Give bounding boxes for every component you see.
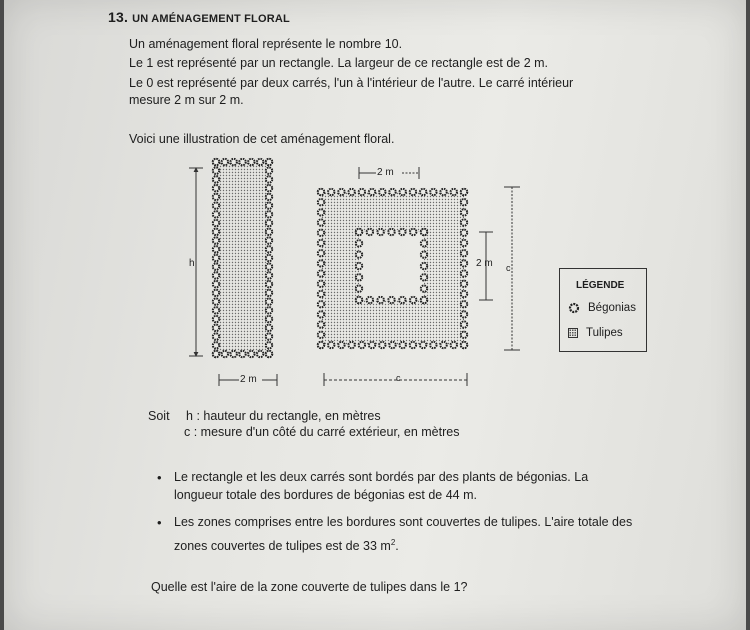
begonia-flower-icon <box>356 285 362 291</box>
begonia-flower-icon <box>266 246 272 252</box>
begonia-flower-icon <box>213 185 219 191</box>
begonia-flower-icon <box>248 159 254 165</box>
definition-c <box>184 425 459 439</box>
soit-label: Soit <box>148 409 170 423</box>
begonia-flower-icon <box>266 168 272 174</box>
begonia-flower-icon <box>318 301 324 307</box>
bullet-1-line-2: longueur totale des bordures de bégonias est de 44 m. <box>174 488 477 502</box>
floral-arrangement-figure <box>174 150 524 400</box>
begonia-flower-icon <box>222 351 228 357</box>
begonia-flower-icon <box>266 351 272 357</box>
begonia-flower-icon <box>388 229 394 235</box>
label-rect-2m: 2 m <box>240 374 257 385</box>
begonia-flower-icon <box>430 342 436 348</box>
begonia-flower-icon <box>399 297 405 303</box>
begonia-flower-icon <box>213 202 219 208</box>
begonia-flower-icon <box>266 342 272 348</box>
begonia-flower-icon <box>266 272 272 278</box>
begonia-flower-icon <box>461 260 467 266</box>
begonia-flower-icon <box>239 159 245 165</box>
begonia-flower-icon <box>213 264 219 270</box>
begonia-flower-icon <box>239 351 245 357</box>
begonia-flower-icon <box>451 342 457 348</box>
definition-h <box>186 409 381 423</box>
bullet-2-end: . <box>395 539 399 554</box>
begonia-flower-icon <box>230 159 236 165</box>
begonia-flower-icon <box>318 270 324 276</box>
begonia-flower-icon <box>430 189 436 195</box>
begonia-flower-icon <box>348 342 354 348</box>
begonia-flower-icon <box>356 263 362 269</box>
begonia-flower-icon <box>440 342 446 348</box>
begonia-flower-icon <box>369 342 375 348</box>
begonia-flower-icon <box>230 351 236 357</box>
begonia-flower-icon <box>266 237 272 243</box>
begonia-flower-icon <box>266 264 272 270</box>
begonia-flower-icon <box>389 189 395 195</box>
begonia-flower-icon <box>266 255 272 261</box>
begonia-flower-icon <box>266 229 272 235</box>
bullet-2-text: zones couvertes de tulipes est de <box>174 539 360 554</box>
begonia-flower-icon <box>421 240 427 246</box>
begonia-flower-icon <box>222 159 228 165</box>
begonia-flower-icon <box>266 220 272 226</box>
begonia-flower-icon <box>461 321 467 327</box>
begonia-flower-icon <box>461 301 467 307</box>
begonia-flower-icon <box>379 189 385 195</box>
var-c: c <box>184 425 191 439</box>
begonia-flower-icon <box>461 332 467 338</box>
digit-one-rectangle <box>213 159 272 357</box>
begonia-flower-icon <box>377 297 383 303</box>
label-top-2m: 2 m <box>377 167 394 178</box>
begonia-flower-icon <box>213 255 219 261</box>
begonia-flower-icon <box>266 290 272 296</box>
begonia-flower-icon <box>367 297 373 303</box>
begonia-flower-icon <box>213 307 219 313</box>
begonia-flower-icon <box>213 272 219 278</box>
begonia-flower-icon <box>338 342 344 348</box>
begonia-flower-icon <box>213 351 219 357</box>
begonia-flower-icon <box>328 342 334 348</box>
begonia-flower-icon <box>213 237 219 243</box>
begonia-flower-icon <box>461 291 467 297</box>
begonia-flower-icon <box>213 229 219 235</box>
question: Quelle est l'aire de la zone couverte de tulipes dans le 1? <box>151 580 468 594</box>
tulip-area-value: 33 m <box>363 539 391 554</box>
label-h: h <box>189 258 195 269</box>
intro-line-1: Un aménagement floral représente le nombre 10. <box>129 37 403 51</box>
illustration-intro: Voici une illustration de cet aménagement floral. <box>129 132 395 146</box>
begonia-flower-icon <box>318 342 324 348</box>
bullet-1-line-1: • Le rectangle et les deux carrés sont bordés par des plants de bégonias. La <box>174 470 588 484</box>
begonia-flower-icon <box>257 351 263 357</box>
begonia-flower-icon <box>388 297 394 303</box>
begonia-flower-icon <box>318 291 324 297</box>
begonia-flower-icon <box>400 342 406 348</box>
begonia-flower-icon <box>421 297 427 303</box>
begonia-flower-icon <box>356 297 362 303</box>
begonia-flower-icon <box>318 311 324 317</box>
var-h: h <box>186 409 193 423</box>
begonia-flower-icon <box>318 189 324 195</box>
legend-tulipes <box>568 327 623 339</box>
begonia-flower-icon <box>451 189 457 195</box>
begonia-flower-icon <box>213 316 219 322</box>
begonia-flower-icon <box>367 229 373 235</box>
begonia-flower-icon <box>213 333 219 339</box>
begonia-flower-icon <box>356 240 362 246</box>
begonia-flower-icon <box>266 307 272 313</box>
begonia-flower-icon <box>461 270 467 276</box>
intro-line-3a: Le 0 est représenté par deux carrés, l'un à l'intérieur de l'autre. Le carré intérieur <box>129 76 574 90</box>
begonia-flower-icon <box>213 281 219 287</box>
inner-square-begonia-border <box>356 229 427 303</box>
begonia-flower-icon <box>213 298 219 304</box>
begonia-flower-icon <box>213 290 219 296</box>
begonia-flower-icon <box>318 321 324 327</box>
begonia-flower-icon <box>318 240 324 246</box>
begonia-flower-icon <box>461 209 467 215</box>
begonia-flower-icon <box>379 342 385 348</box>
begonia-flower-icon <box>213 246 219 252</box>
begonia-flower-icon <box>420 189 426 195</box>
begonia-flower-icon <box>328 189 334 195</box>
begonia-flower-icon <box>420 342 426 348</box>
begonia-flower-icon <box>318 260 324 266</box>
begonia-flower-icon <box>266 298 272 304</box>
begonia-flower-icon <box>410 189 416 195</box>
begonia-flower-icon <box>266 333 272 339</box>
label-c-side: c <box>506 263 511 273</box>
begonia-flower-icon <box>213 176 219 182</box>
begonia-flower-icon <box>421 229 427 235</box>
legend-begonias <box>568 302 636 314</box>
begonia-flower-icon <box>421 274 427 280</box>
begonia-flower-icon <box>461 281 467 287</box>
tulip-square-icon <box>568 328 578 338</box>
def-c-text: : mesure d'un côté du carré extérieur, en mètres <box>193 425 460 439</box>
begonia-flower-icon <box>266 159 272 165</box>
bullet-2-line-2 <box>174 538 399 553</box>
begonia-flower-icon <box>213 194 219 200</box>
begonia-flower-icon <box>266 202 272 208</box>
begonia-flower-icon <box>318 199 324 205</box>
bullet-2-line-1: • Les zones comprises entre les bordures sont couvertes de tulipes. L'aire totale des <box>174 515 632 529</box>
begonia-flower-icon <box>399 229 405 235</box>
problem-number: 13. <box>108 9 129 25</box>
def-h-text: : hauteur du rectangle, en mètres <box>196 409 381 423</box>
begonia-flower-icon <box>266 194 272 200</box>
begonia-flower-icon <box>400 189 406 195</box>
begonia-flower-icon <box>213 220 219 226</box>
digit-zero-squares <box>318 189 467 348</box>
begonia-flower-icon <box>421 251 427 257</box>
intro-line-2: Le 1 est représenté par un rectangle. La largeur de ce rectangle est de 2 m. <box>129 56 549 70</box>
begonia-flower-icon <box>461 250 467 256</box>
begonia-flower-icon <box>356 251 362 257</box>
begonia-flower-icon <box>266 325 272 331</box>
begonia-flower-icon <box>356 229 362 235</box>
begonia-flower-icon <box>359 342 365 348</box>
begonia-flower-icon <box>257 159 263 165</box>
begonia-flower-icon <box>266 176 272 182</box>
begonia-flower-icon <box>461 342 467 348</box>
begonia-flower-icon <box>213 342 219 348</box>
legend-begonias-label: Bégonias <box>588 302 636 315</box>
legend <box>559 268 647 352</box>
begonia-flower-icon <box>213 159 219 165</box>
begonia-flower-icon <box>318 281 324 287</box>
begonia-flower-icon <box>266 211 272 217</box>
begonia-flower-icon <box>318 332 324 338</box>
begonia-flower-icon <box>461 219 467 225</box>
begonia-flower-icon <box>213 168 219 174</box>
area-exponent: 2 <box>390 538 396 547</box>
begonia-flower-icon <box>359 189 365 195</box>
begonia-flower-icon <box>318 209 324 215</box>
begonia-flower-icon <box>410 297 416 303</box>
begonia-flower-icon <box>421 285 427 291</box>
begonia-flower-icon <box>410 342 416 348</box>
begonia-flower-icon <box>338 189 344 195</box>
begonia-flower-icon <box>461 311 467 317</box>
problem-title-text: UN AMÉNAGEMENT FLORAL <box>132 13 290 25</box>
begonia-flower-icon <box>369 189 375 195</box>
begonia-flower-icon <box>213 211 219 217</box>
begonia-flower-icon <box>440 189 446 195</box>
begonia-flower-icon <box>213 325 219 331</box>
begonia-flower-icon <box>461 199 467 205</box>
begonia-flower-icon <box>461 230 467 236</box>
begonia-flower-icon <box>461 189 467 195</box>
begonia-flower-icon <box>377 229 383 235</box>
begonia-flower-icon <box>318 230 324 236</box>
begonia-flower-icon <box>266 185 272 191</box>
intro-line-3b: mesure 2 m sur 2 m. <box>129 93 244 107</box>
begonia-flower-icon <box>266 281 272 287</box>
begonia-flower-icon <box>348 189 354 195</box>
problem-title <box>108 9 290 25</box>
begonia-flower-icon <box>568 302 580 314</box>
legend-title: LÉGENDE <box>576 280 625 291</box>
label-inner-2m: 2 m <box>476 258 493 269</box>
begonia-flower-icon <box>266 316 272 322</box>
begonia-flower-icon <box>410 229 416 235</box>
begonia-flower-icon <box>389 342 395 348</box>
label-c-bottom: c <box>396 373 401 383</box>
legend-tulipes-label: Tulipes <box>586 327 623 339</box>
begonia-flower-icon <box>356 274 362 280</box>
begonia-flower-icon <box>248 351 254 357</box>
begonia-flower-icon <box>318 219 324 225</box>
worksheet-page <box>4 0 746 630</box>
begonia-flower-icon <box>461 240 467 246</box>
begonia-flower-icon <box>421 263 427 269</box>
begonia-flower-icon <box>318 250 324 256</box>
